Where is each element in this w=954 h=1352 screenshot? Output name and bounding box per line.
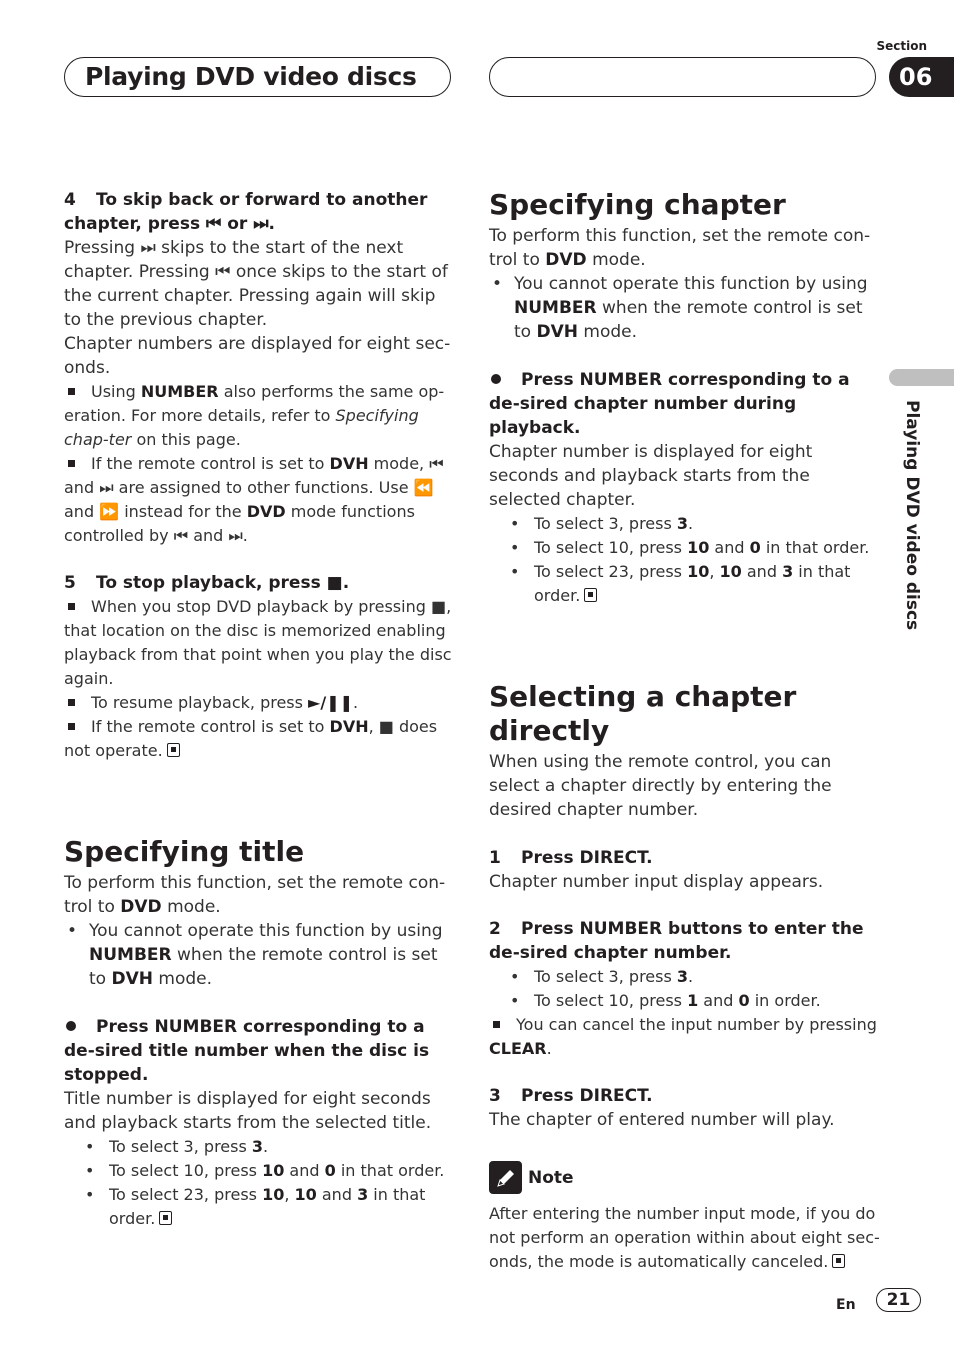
- keyword: DVD: [246, 502, 286, 521]
- text: You cannot operate this function by using: [514, 274, 868, 294]
- square-bullet-icon: [68, 460, 75, 467]
- step-number: 4: [64, 190, 76, 210]
- text: You cannot operate this function by using: [89, 921, 443, 941]
- header-empty-box: [489, 57, 876, 97]
- text: mode.: [586, 250, 646, 270]
- page-number: 21: [876, 1288, 921, 1312]
- keyword: DVH: [536, 322, 578, 342]
- text: , that location on the disc is memorized enabling playback from that point when you play the disc again.: [64, 597, 452, 688]
- text: ,: [368, 717, 379, 736]
- text: mode.: [577, 322, 638, 342]
- text: To select 3, press: [109, 1137, 252, 1156]
- next-track-icon: ⏭: [99, 478, 114, 497]
- step-4-description: [64, 236, 454, 332]
- stop-icon: ■: [378, 717, 394, 736]
- text: and: [64, 502, 100, 521]
- keyword: 3: [251, 1137, 264, 1156]
- text: and: [284, 1161, 325, 1180]
- text: when the remote control is set to: [514, 298, 863, 342]
- side-tab-marker: [889, 369, 954, 386]
- text: mode.: [161, 897, 221, 917]
- list-item: [64, 1159, 454, 1183]
- keyword: 10: [294, 1185, 317, 1204]
- keyword: 0: [738, 991, 750, 1010]
- stop-icon: ■: [326, 573, 343, 593]
- keyword: 3: [676, 967, 689, 986]
- page-header-title: Playing DVD video discs: [85, 62, 417, 91]
- list-item: [64, 1135, 454, 1159]
- keyword: 1: [687, 991, 699, 1010]
- bullet-item: [489, 272, 881, 344]
- note-item: [64, 715, 454, 763]
- text: in order.: [749, 991, 821, 1010]
- keyword: DVH: [329, 454, 369, 473]
- direct-intro: When using the remote control, you can select a chapter directly by entering the desired chapter number.: [489, 752, 832, 820]
- square-bullet-icon: [68, 388, 75, 395]
- text: If the remote control is set to: [91, 454, 330, 473]
- keyword: NUMBER: [89, 945, 172, 965]
- text: and: [741, 562, 783, 581]
- note-item: [489, 1013, 881, 1061]
- text: mode,: [368, 454, 430, 473]
- right-column: [489, 188, 881, 1274]
- next-track-icon: ⏭: [253, 214, 269, 234]
- bullet-dot-icon: [491, 374, 501, 384]
- note-item: [64, 691, 454, 715]
- text: instead for the: [119, 502, 247, 521]
- text: does not operate.: [64, 717, 438, 760]
- step-number: 1: [489, 848, 501, 868]
- step-4-description-2: Chapter numbers are displayed for eight sec-onds.: [64, 334, 451, 378]
- keyword: 0: [749, 538, 761, 557]
- text: To select 23, press: [109, 1185, 263, 1204]
- keyword: DVH: [111, 969, 153, 989]
- heading-specifying-chapter: Specifying chapter: [489, 188, 786, 221]
- language-label: En: [836, 1297, 856, 1313]
- chapter-step-heading: [489, 368, 881, 440]
- keyword: 10: [687, 538, 710, 557]
- keyword: 10: [262, 1185, 285, 1204]
- keyword: DVD: [120, 897, 162, 917]
- keyword: 10: [687, 562, 710, 581]
- list-item: [489, 989, 881, 1013]
- text: and: [709, 538, 750, 557]
- step-5-heading: 5 To stop playback, press ■.: [64, 573, 350, 593]
- note-pencil-icon: [489, 1161, 522, 1194]
- title-description: Title number is displayed for eight seconds and playback starts from the selected title.: [64, 1089, 432, 1133]
- keyword: 3: [782, 562, 794, 581]
- text: .: [263, 1137, 269, 1156]
- square-bullet-icon: [68, 699, 75, 706]
- text: To select 10, press: [534, 538, 688, 557]
- heading-selecting-chapter-directly: Selecting a chapter directly: [489, 680, 797, 747]
- keyword: 0: [324, 1161, 336, 1180]
- text: .: [546, 1039, 552, 1058]
- step-text: To skip back or forward to another chapter, press: [64, 190, 428, 234]
- text: in that order.: [760, 538, 870, 557]
- end-mark-icon: [832, 1254, 845, 1268]
- step-3-heading: [489, 1084, 881, 1108]
- text: ,: [709, 562, 720, 581]
- text: and: [316, 1185, 358, 1204]
- title-step-heading: [64, 1015, 454, 1087]
- list-item: [489, 560, 881, 608]
- next-track-icon: ⏭: [228, 526, 243, 545]
- text: When you stop DVD playback by pressing: [91, 597, 431, 616]
- list-item: [489, 965, 881, 989]
- text: .: [688, 514, 694, 533]
- text: .: [353, 693, 359, 712]
- text: in that order.: [335, 1161, 445, 1180]
- step-1-heading: [489, 846, 881, 870]
- text: once skips to the start of the current chapter. Pressing again will skip to the previous chapter.: [64, 262, 448, 330]
- text: After entering the number input mode, if you do not perform an operation within about eight sec-onds, the mode is automatically canceled.: [489, 1204, 880, 1271]
- step-text: Press NUMBER buttons to enter the de-sired chapter number.: [489, 919, 864, 963]
- prev-track-icon: ⏮: [429, 454, 444, 473]
- text: To perform this function, set the remote con-trol to: [64, 873, 446, 917]
- text: and: [64, 478, 100, 497]
- heading-specifying-title: Specifying title: [64, 835, 305, 868]
- keyword: DVD: [545, 250, 587, 270]
- square-bullet-icon: [68, 723, 75, 730]
- text: in that order.: [109, 1185, 426, 1228]
- text: in that order.: [534, 562, 851, 605]
- keyword: DVH: [329, 717, 369, 736]
- note-item: [64, 452, 454, 548]
- text: skips to the start of the next chapter. Pressing: [64, 238, 404, 282]
- step-text: or: [221, 214, 254, 234]
- fast-forward-icon: ⏩: [99, 502, 120, 521]
- note-item: [64, 380, 454, 452]
- text: To select 10, press: [109, 1161, 263, 1180]
- text: are assigned to other functions. Use: [113, 478, 414, 497]
- text: To select 10, press: [534, 991, 688, 1010]
- keyword: 3: [357, 1185, 369, 1204]
- note-item: [64, 595, 454, 691]
- end-mark-icon: [167, 743, 180, 757]
- prev-track-icon: ⏮: [215, 262, 231, 282]
- step-text: Press NUMBER corresponding to a de-sired chapter number during playback.: [489, 370, 850, 438]
- section-number-tab: 06: [889, 57, 954, 97]
- next-track-icon: ⏭: [140, 238, 156, 258]
- note-heading: [489, 1161, 881, 1194]
- text: If the remote control is set to: [91, 717, 330, 736]
- step-text: To stop playback, press: [96, 573, 327, 593]
- text: ,: [284, 1185, 295, 1204]
- list-item: [489, 512, 881, 536]
- keyword: NUMBER: [514, 298, 597, 318]
- bullet-item: [64, 919, 454, 991]
- list-item: [64, 1183, 454, 1231]
- keyword: 10: [262, 1161, 285, 1180]
- note-text: [489, 1202, 881, 1274]
- step-4-heading: 4 To skip back or forward to another chapter, press ⏮ or ⏭.: [64, 190, 428, 234]
- text: on this page.: [131, 430, 241, 449]
- text: To select 23, press: [534, 562, 688, 581]
- play-pause-icon: ►/❚❚: [308, 693, 354, 712]
- text: To perform this function, set the remote con-trol to: [489, 226, 871, 270]
- text: mode.: [152, 969, 213, 989]
- chapter-intro: [489, 224, 881, 272]
- section-label: Section: [876, 39, 927, 53]
- square-bullet-icon: [493, 1021, 500, 1028]
- text: and: [698, 991, 739, 1010]
- end-mark-icon: [159, 1211, 172, 1225]
- keyword: 3: [676, 514, 689, 533]
- side-tab-title: Playing DVD video discs: [902, 400, 922, 631]
- keyword: NUMBER: [140, 382, 219, 401]
- reference: Specifying chap-ter: [64, 406, 419, 449]
- text: mode functions controlled by: [64, 502, 415, 545]
- text: You can cancel the input number by pressing: [516, 1015, 877, 1034]
- text: Pressing: [64, 238, 141, 258]
- prev-track-icon: ⏮: [205, 214, 222, 234]
- step-text: Press DIRECT.: [521, 848, 653, 868]
- title-intro: [64, 871, 454, 919]
- text: Using: [91, 382, 141, 401]
- step-text: Press DIRECT.: [521, 1086, 653, 1106]
- square-bullet-icon: [68, 603, 75, 610]
- left-column: [64, 188, 454, 1231]
- text: To resume playback, press: [91, 693, 309, 712]
- text: .: [688, 967, 694, 986]
- text: when the remote control is set to: [89, 945, 438, 989]
- step-3-description: The chapter of entered number will play.: [489, 1110, 835, 1130]
- list-item: [489, 536, 881, 560]
- end-mark-icon: [584, 588, 597, 602]
- text: To select 3, press: [534, 514, 677, 533]
- text: To select 3, press: [534, 967, 677, 986]
- prev-track-icon: ⏮: [173, 526, 189, 545]
- step-1-description: Chapter number input display appears.: [489, 872, 824, 892]
- step-2-heading: [489, 917, 881, 965]
- rewind-icon: ⏪: [413, 478, 434, 497]
- step-number: 2: [489, 919, 501, 939]
- chapter-description: Chapter number is displayed for eight seconds and playback starts from the selected chapter.: [489, 442, 813, 510]
- text: .: [242, 526, 248, 545]
- keyword: 10: [719, 562, 742, 581]
- text: and: [188, 526, 229, 545]
- keyword: CLEAR: [489, 1039, 547, 1058]
- stop-icon: ■: [430, 597, 447, 616]
- step-number: 5: [64, 573, 76, 593]
- note-label: Note: [528, 1167, 574, 1188]
- text: also performs the same op-eration. For more details, refer to: [64, 382, 445, 425]
- bullet-dot-icon: [66, 1021, 76, 1031]
- step-text: Press NUMBER corresponding to a de-sired title number when the disc is stopped.: [64, 1017, 430, 1085]
- header-title-box: [64, 57, 451, 97]
- step-number: 3: [489, 1086, 501, 1106]
